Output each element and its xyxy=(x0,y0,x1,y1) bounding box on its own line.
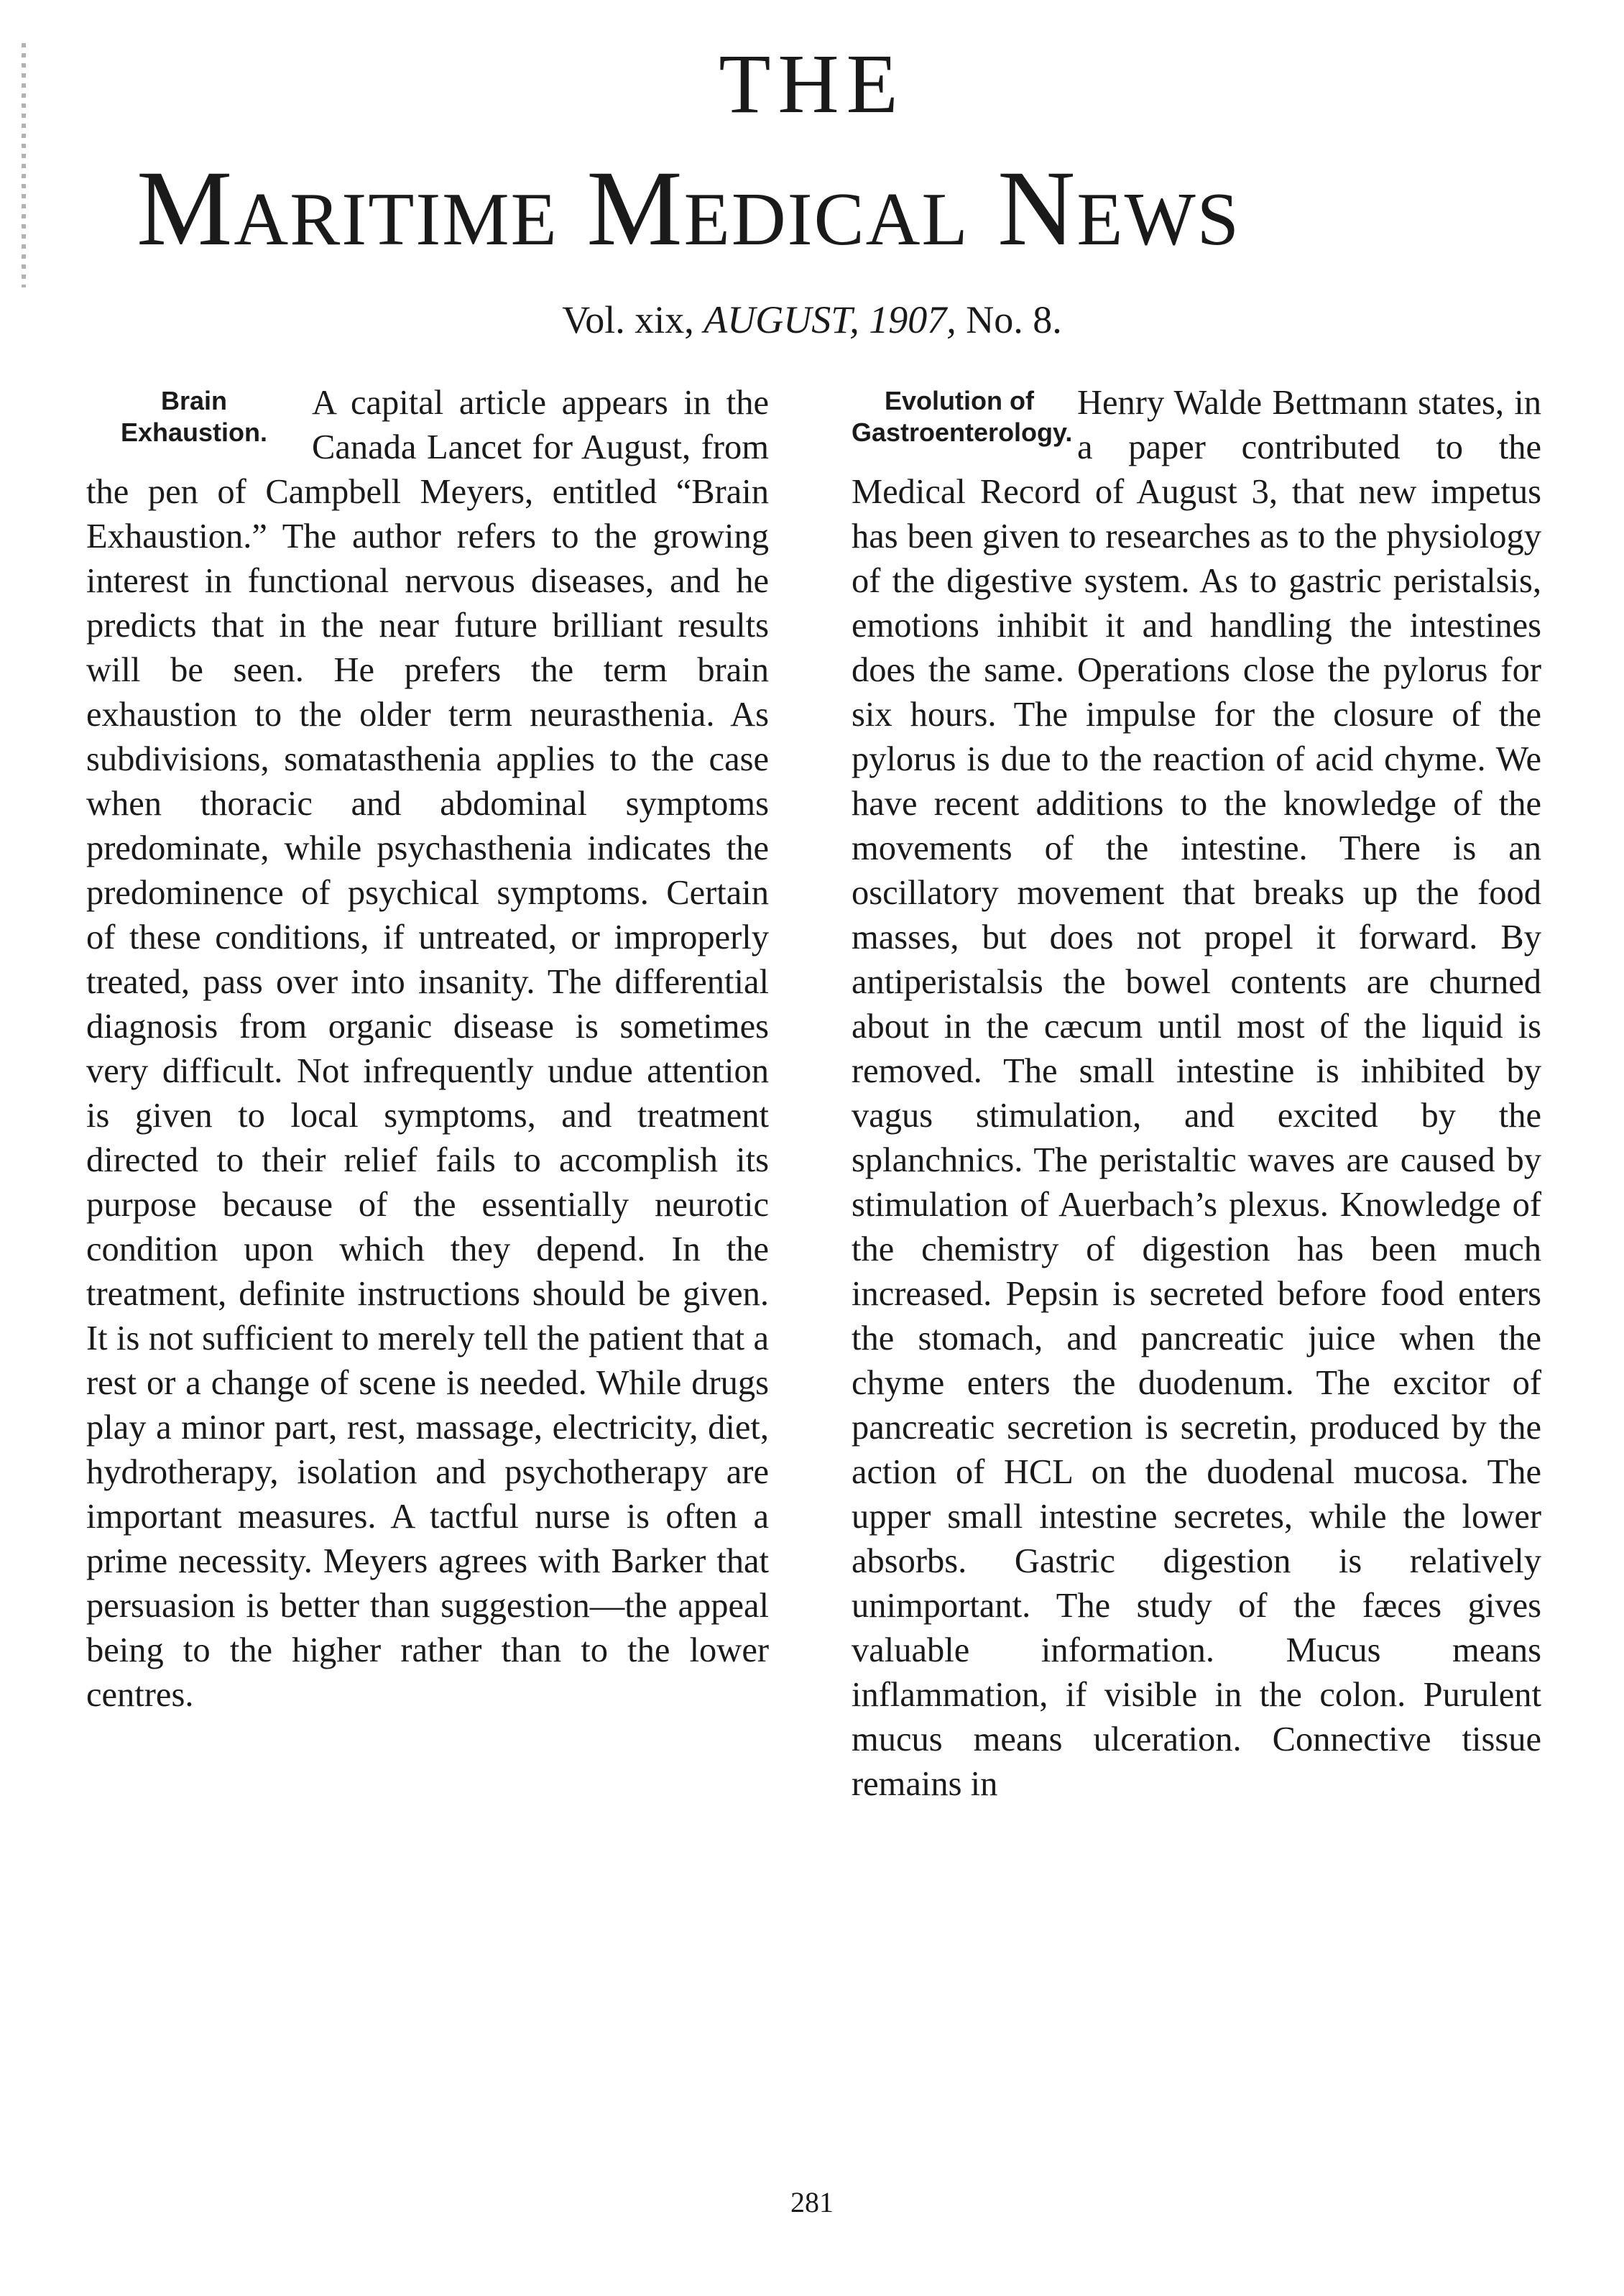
volume-line xyxy=(0,300,1624,339)
page-number: 281 xyxy=(790,2186,834,2218)
article-heading: Evolution of Gastroenterology. xyxy=(852,386,1073,447)
volume-prefix: Vol. xix, xyxy=(562,298,694,341)
masthead xyxy=(0,0,1624,341)
article-brain-exhaustion xyxy=(86,381,769,1718)
journal-title: Maritime Medical News xyxy=(137,149,1241,268)
article-body: Henry Walde Bettmann states, in a paper contributed to the Medical Record of August 3, that new impetus has been given to researches as to the physiology of the digestive system. As to gastric peristalsis, emotions inhibit it and handling the intestines does the same. Operations close the pylorus for six hours. The impulse for the closure of the pylorus is due to the reaction of acid chyme. We have recent additions to the knowledge of the movements of the intestine. There is an oscillatory movement that breaks up the food masses, but does not propel it forward. By antiperistalsis the bowel contents are churned about in the cæcum until most of the liquid is removed. The small intestine is inhibited by vagus stimulation, and excited by the splanchnics. The peristaltic waves are caused by stimulation of Auerbach’s plexus. Knowledge of the chemistry of digestion has been much increased. Pepsin is secreted before food enters the stomach, and pancreatic juice when the chyme enters the duodenum. The excitor of pancreatic secretion is secretin, produced by the action of HCL on the duodenal mucosa. The upper small intestine secretes, while the lower absorbs. Gastric digestion is relatively unimportant. The study of the fæces gives valuable information. Mucus means inflammation, if visible in the colon. Purulent mucus means ulceration. Connective tissue remains in xyxy=(852,384,1541,1803)
volume-month: AUGUST, 1907, xyxy=(703,298,956,341)
article-body: A capital article appears in the Canada Lancet for August, from the pen of Campbell Meyers, entitled “Brain Exhaustion.” The author refers to the growing interest in functional nervous diseases, and he predicts that in the near future brilliant results will be seen. He prefers the term brain exhaustion to the older term neurasthenia. As subdivisions, somatasthenia applies to the case when thoracic and abdominal symptoms predominate, while psychasthenia indicates the predominence of psychical symptoms. Certain of these conditions, if untreated, or improperly treated, pass over into insanity. The differential diagnosis from organic disease is sometimes very difficult. Not infrequently undue attention is given to local symptoms, and treatment directed to their relief fails to accomplish its purpose because of the essentially neurotic condition upon which they depend. In the treatment, definite instructions should be given. It is not sufficient to merely tell the patient that a rest or a change of scene is needed. While drugs play a minor part, rest, massage, electricity, diet, hydrotherapy, isolation and psychotherapy are important measures. A tactful nurse is often a prime necessity. Meyers agrees with Barker that persuasion is better than suggestion—the appeal being to the higher rather than to the lower centres. xyxy=(86,384,769,1714)
article-heading: Brain Exhaustion. xyxy=(120,386,268,447)
article-gastroenterology xyxy=(852,381,1541,1807)
masthead-the: THE xyxy=(719,37,905,131)
volume-number: No. 8. xyxy=(966,298,1062,341)
